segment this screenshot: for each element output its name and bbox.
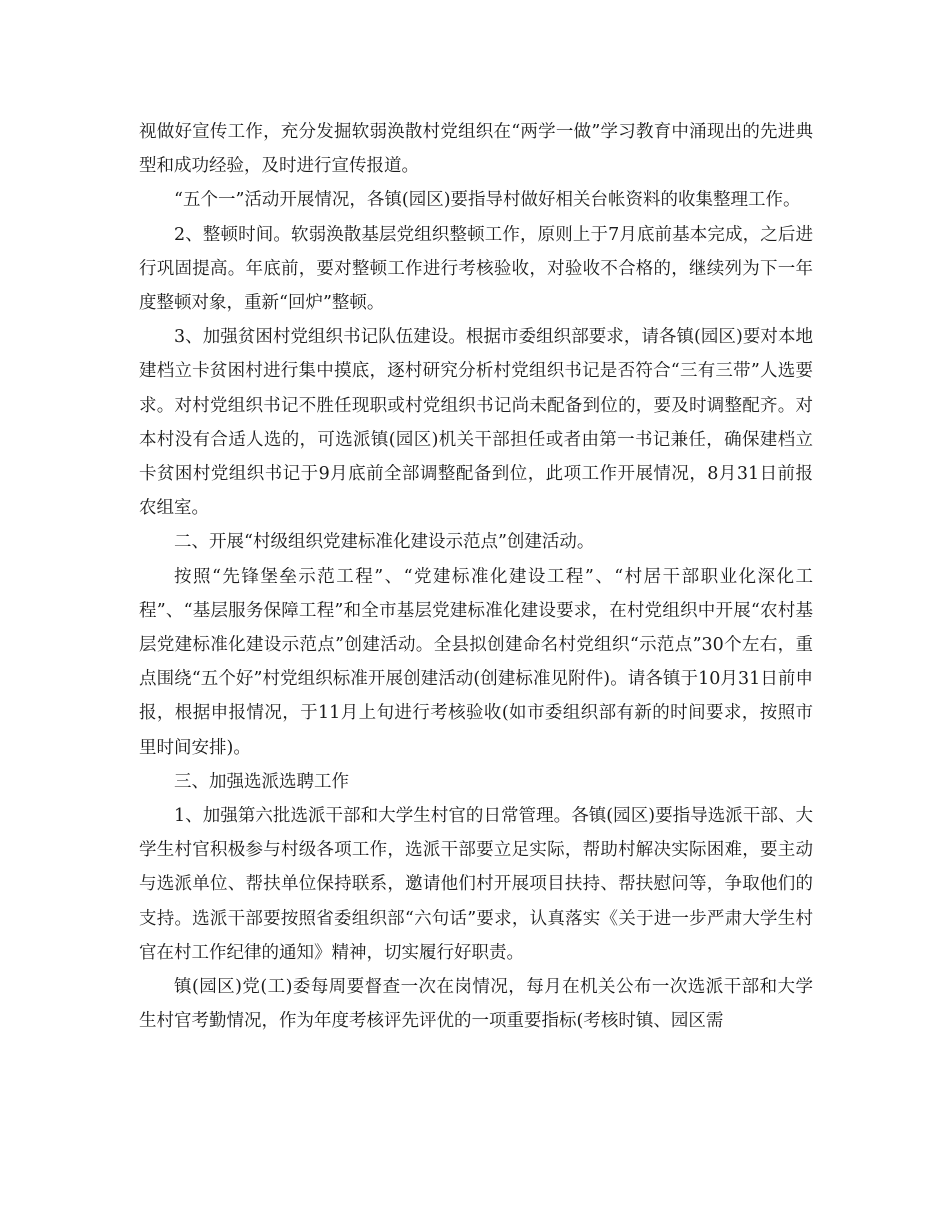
paragraph-3: 2、整顿时间。软弱涣散基层党组织整顿工作，原则上于7月底前基本完成，之后进行巩固提高。年底前，要对整顿工作进行考核验收，对验收不合格的，继续列为下一年度整顿对象，重新“回炉”整顿。 <box>139 224 813 314</box>
paragraph-5: 按照“先锋堡垒示范工程”、“党建标准化建设工程”、“村居干部职业化深化工程”、“基层服务保障工程”和全市基层党建标准化建设要求，在村党组织中开展“农村基层党建标准化建设示范点”创建活动。全县拟创建命名村党组织“示范点”30个左右，重点围绕“五个好”村党组织标准开展创建活动(创建标准见附件)。请各镇于10月31日前申报，根据申报情况，于11月上旬进行考核验收(如市委组织部有新的时间要求，按照市里时间安排)。 <box>139 566 813 758</box>
section-heading-2: 二、开展“村级组织党建标准化建设示范点”创建活动。 <box>174 532 595 553</box>
paragraph-1: 视做好宣传工作，充分发掘软弱涣散村党组织在“两学一做”学习教育中涌现出的先进典型和成功经验，及时进行宣传报道。 <box>139 122 813 177</box>
paragraph-6: 1、加强第六批选派干部和大学生村官的日常管理。各镇(园区)要指导选派干部、大学生村官积极参与村级各项工作，选派干部要立足实际，帮助村解决实际困难，要主动与选派单位、帮扶单位保持联系，邀请他们村开展项目扶持、帮扶慰问等，争取他们的支持。选派干部要按照省委组织部“六句话”要求，认真落实《关于进一步严肃大学生村官在村工作纪律的通知》精神，切实履行好职责。 <box>139 806 813 963</box>
section-heading-3: 三、加强选派选聘工作 <box>174 771 349 792</box>
document-body <box>139 115 813 1038</box>
paragraph-4: 3、加强贫困村党组织书记队伍建设。根据市委组织部要求，请各镇(园区)要对本地建档立卡贫困村进行集中摸底，逐村研究分析村党组织书记是否符合“三有三带”人选要求。对村党组织书记不胜任现职或村党组织书记尚未配备到位的，要及时调整配齐。对本村没有合适人选的，可选派镇(园区)机关干部担任或者由第一书记兼任，确保建档立卡贫困村党组织书记于9月底前全部调整配备到位，此项工作开展情况，8月31日前报农组室。 <box>139 327 813 519</box>
paragraph-7: 镇(园区)党(工)委每周要督查一次在岗情况，每月在机关公布一次选派干部和大学生村官考勤情况，作为年度考核评先评优的一项重要指标(考核时镇、园区需 <box>139 977 813 1032</box>
paragraph-2: “五个一”活动开展情况，各镇(园区)要指导村做好相关台帐资料的收集整理工作。 <box>174 190 801 211</box>
